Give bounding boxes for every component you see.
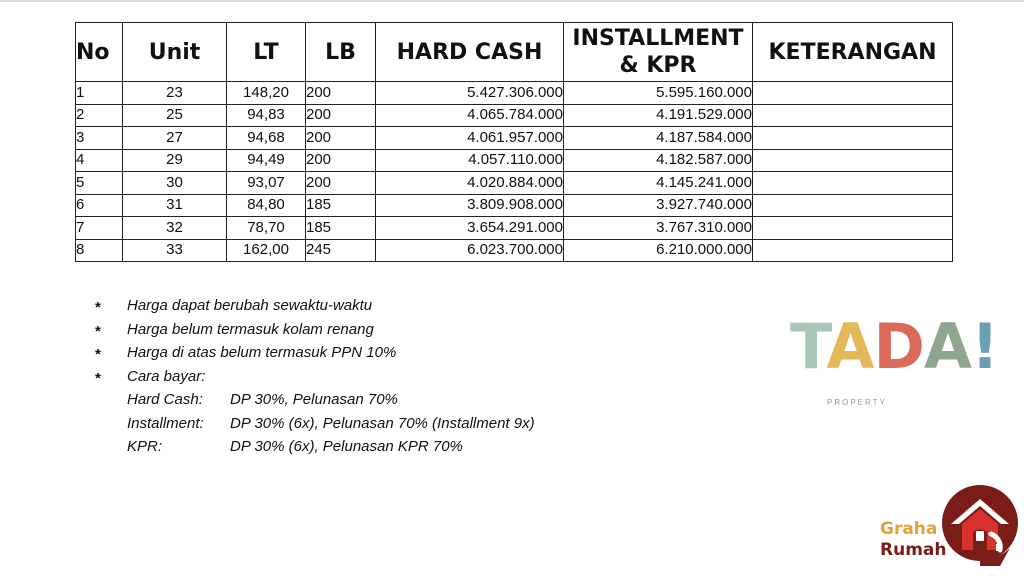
header-installment: [564, 23, 753, 82]
cell-lb: 185: [306, 217, 376, 240]
cell-lt: 162,00: [227, 239, 306, 262]
tada-logo-letter: !: [970, 310, 999, 383]
note-text: Harga dapat berubah sewaktu-waktu: [127, 297, 373, 314]
cell-installment: 4.191.529.000: [564, 104, 753, 127]
cell-unit: 29: [123, 149, 227, 172]
tada-property-logo: [790, 310, 999, 412]
cell-installment: 3.927.740.000: [564, 194, 753, 217]
header-no: No: [76, 23, 123, 82]
cell-installment: 4.145.241.000: [564, 172, 753, 195]
cell-lt: 94,83: [227, 104, 306, 127]
cell-keterangan: [753, 104, 953, 127]
header-hard-cash: HARD CASH: [376, 23, 564, 82]
table-row: [76, 217, 953, 240]
cell-keterangan: [753, 127, 953, 150]
tada-logo-letter: A: [826, 310, 874, 383]
header-installment-line1: INSTALLMENT: [572, 26, 744, 51]
cell-installment: 3.767.310.000: [564, 217, 753, 240]
cell-unit: 25: [123, 104, 227, 127]
cell-no: 3: [76, 127, 123, 150]
cell-installment: 6.210.000.000: [564, 239, 753, 262]
header-installment-line2: & KPR: [619, 53, 697, 78]
cell-keterangan: [753, 194, 953, 217]
tada-logo-word: [790, 310, 999, 383]
note-bullet: *: [95, 299, 101, 316]
note-text: Cara bayar:: [127, 367, 206, 385]
cell-lt: 148,20: [227, 82, 306, 105]
table-row: [76, 82, 953, 105]
cell-lt: 78,70: [227, 217, 306, 240]
cell-lb: 200: [306, 127, 376, 150]
cell-keterangan: [753, 172, 953, 195]
note-bullet: *: [95, 346, 101, 363]
cell-unit: 31: [123, 194, 227, 217]
header-lt: LT: [227, 23, 306, 82]
cell-hard-cash: 4.065.784.000: [376, 104, 564, 127]
table-row: [76, 149, 953, 172]
payment-value: DP 30% (6x), Pelunasan 70% (Installment 9x): [230, 414, 535, 432]
cell-hard-cash: 6.023.700.000: [376, 239, 564, 262]
header-lb: LB: [306, 23, 376, 82]
cell-hard-cash: 4.061.957.000: [376, 127, 564, 150]
cell-lt: 94,68: [227, 127, 306, 150]
note-text: Harga belum termasuk kolam renang: [127, 320, 374, 338]
cell-lb: 185: [306, 194, 376, 217]
note-bullet: *: [95, 322, 101, 340]
graha-rumah-watermark: [878, 484, 1024, 576]
payment-value: DP 30% (6x), Pelunasan KPR 70%: [230, 438, 463, 455]
header-keterangan: KETERANGAN: [753, 23, 953, 82]
cell-no: 1: [76, 82, 123, 105]
tada-logo-subtitle: PROPERTY: [827, 398, 887, 407]
cell-no: 5: [76, 172, 123, 195]
cell-unit: 32: [123, 217, 227, 240]
cell-no: 4: [76, 149, 123, 172]
table-header-row: [76, 23, 953, 82]
cell-hard-cash: 4.057.110.000: [376, 149, 564, 172]
cell-lb: 200: [306, 104, 376, 127]
watermark-text: [880, 519, 946, 561]
note-text: Harga di atas belum termasuk PPN 10%: [127, 344, 397, 361]
cell-hard-cash: 3.809.908.000: [376, 194, 564, 217]
cell-keterangan: [753, 217, 953, 240]
cell-installment: 5.595.160.000: [564, 82, 753, 105]
cell-installment: 4.187.584.000: [564, 127, 753, 150]
watermark-line1: Graha: [880, 519, 938, 539]
cell-keterangan: [753, 82, 953, 105]
cell-lt: 84,80: [227, 194, 306, 217]
top-divider: [0, 0, 1024, 2]
price-table: [75, 22, 953, 262]
cell-lb: 200: [306, 149, 376, 172]
table-row: [76, 127, 953, 150]
note-bullet: *: [95, 369, 101, 387]
cell-no: 6: [76, 194, 123, 217]
cell-unit: 27: [123, 127, 227, 150]
cell-hard-cash: 4.020.884.000: [376, 172, 564, 195]
tada-logo-letter: D: [873, 310, 924, 383]
cell-keterangan: [753, 239, 953, 262]
cell-no: 2: [76, 104, 123, 127]
cell-lt: 94,49: [227, 149, 306, 172]
cell-lb: 245: [306, 239, 376, 262]
house-icon: [940, 484, 1020, 566]
header-unit: Unit: [123, 23, 227, 82]
payment-label: KPR:: [127, 438, 163, 455]
tada-logo-letter: T: [790, 310, 827, 383]
cell-lb: 200: [306, 82, 376, 105]
table-row: [76, 194, 953, 217]
cell-hard-cash: 5.427.306.000: [376, 82, 564, 105]
payment-label: Hard Cash:: [127, 391, 203, 408]
payment-label: Installment:: [127, 414, 204, 432]
cell-no: 8: [76, 239, 123, 262]
cell-lt: 93,07: [227, 172, 306, 195]
cell-installment: 4.182.587.000: [564, 149, 753, 172]
tada-logo-letter: A: [923, 310, 971, 383]
cell-unit: 33: [123, 239, 227, 262]
cell-no: 7: [76, 217, 123, 240]
cell-hard-cash: 3.654.291.000: [376, 217, 564, 240]
cell-unit: 23: [123, 82, 227, 105]
table-row: [76, 239, 953, 262]
table-row: [76, 172, 953, 195]
table-row: [76, 104, 953, 127]
watermark-line2: Rumah: [880, 540, 947, 560]
cell-unit: 30: [123, 172, 227, 195]
cell-lb: 200: [306, 172, 376, 195]
payment-value: DP 30%, Pelunasan 70%: [230, 391, 398, 408]
cell-keterangan: [753, 149, 953, 172]
